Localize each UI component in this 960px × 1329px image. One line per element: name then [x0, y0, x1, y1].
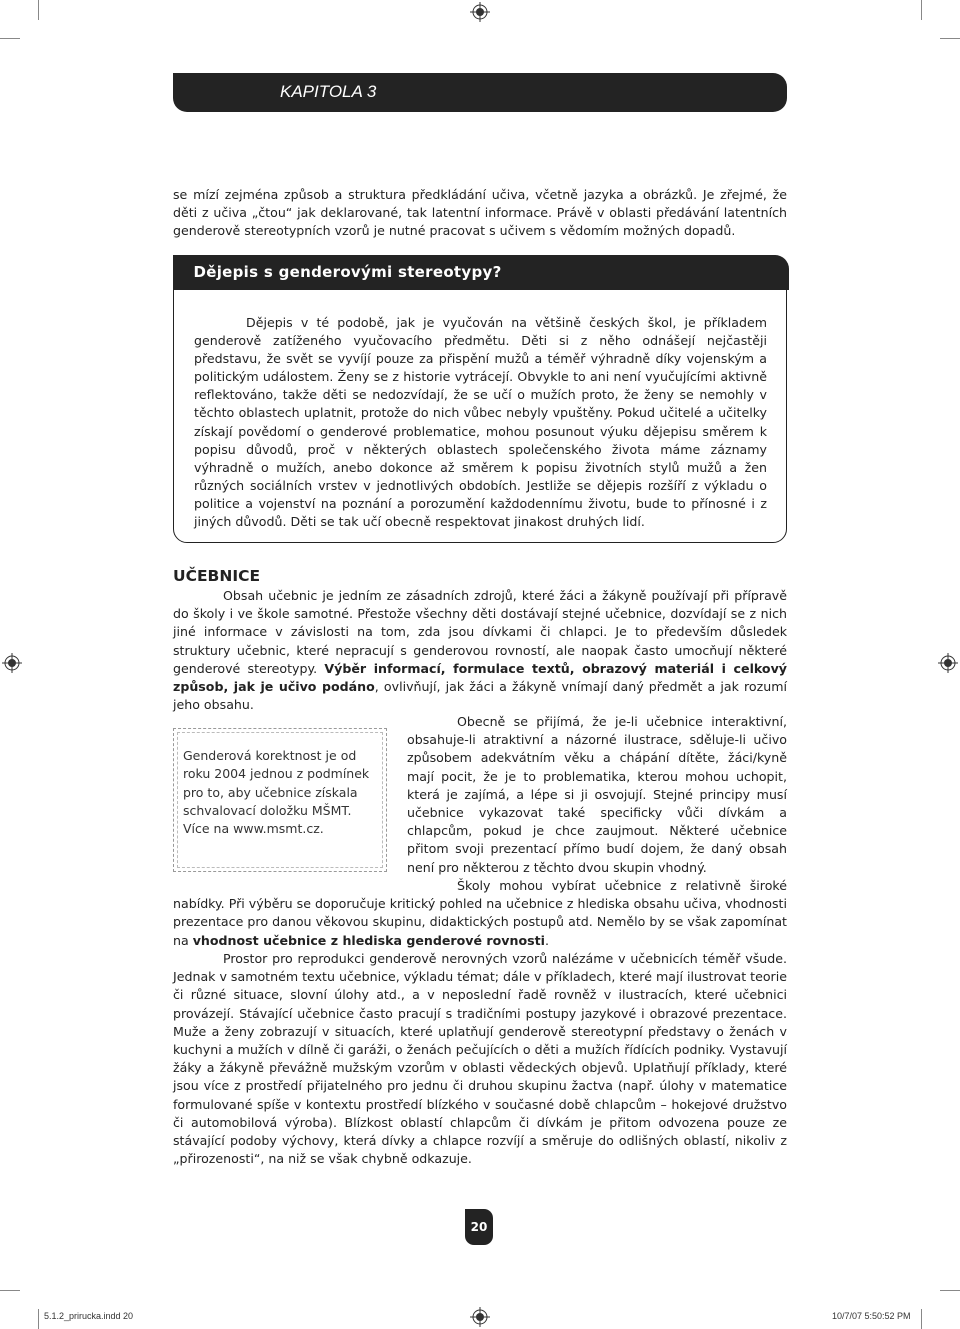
crop-mark — [0, 38, 20, 39]
sidebar-note-text: Genderová korektnost je od roku 2004 jednou z podmínek pro to, aby učebnice získala schvalovací doložku MŠMT. Více na www.msmt.cz. — [177, 732, 383, 868]
textbooks-paragraph-2: Obecně se přijímá, že je-li učebnice interaktivní, obsahuje-li atraktivní a názorné ilustrace, sděluje-li učivo způsobem adekvátním věku a chápání dítěte, žáci/kyně mají pocit, že je to problematika, kterou mohou uchopit, která je zajímá, a lépe si ji osvojují. Stejné principy musí učebnice vykazovat také specificky vůči dívkám a chlapcům, pokud je chce zaujmout. Některé učebnice přitom svoji prezentací přímo budí dojem, že daný obsah není pro některou z těchto dvou skupin vhodný. — [407, 714, 787, 875]
para1-bold: Výběr informací, formulace textů, obrazový materiál i celkový způsob, jak je učivo podáno — [173, 660, 787, 695]
para3-text: Školy mohou vybírat učebnice z relativně široké nabídky. Při výběru se doporučuje kritický pohled na učebnice z hlediska obsahu učiva, vhodnosti prezentace pro danou věkovou skupinu, didaktických postupů atd. Nemělo by se však zapomínat na — [173, 878, 787, 948]
registration-mark-icon — [938, 653, 958, 673]
section-title: UČEBNICE — [173, 567, 261, 585]
crop-mark — [921, 1309, 922, 1329]
registration-mark-icon — [470, 2, 490, 22]
box-title: Dějepis s genderovými stereotypy? — [193, 262, 502, 281]
sidebar-note — [173, 728, 387, 872]
page-number: 20 — [465, 1209, 493, 1245]
registration-mark-icon — [470, 1307, 490, 1327]
para1-text: Obsah učebnic je jedním ze zásadních zdrojů, které žáci a žákyně používají při přípravě do školy i ve škole samotné. Přestože všechny děti dostávají stejné učebnice, dozvídají se z nich jiné informace v závislosti na tom, zda jsou dívkami či chlapci. Je to především důsledek struktury učebnic, které nepracují s genderovou rovností, ale naopak často umocňují některé genderové stereotypy. — [173, 588, 787, 676]
box-text: Dějepis v té podobě, jak je vyučován na většině českých škol, je příkladem genderově zatíženého vyučovacího předmětu. Děti si z něho odnášejí nejčastěji představu, že svět se vyvíjí pouze za přispění mužů a téměř výhradně díky vojenským a politickým událostem. Ženy se z historie vytrácejí. Obvykle to ani není vyučujícími aktivně reflektováno, takže děti se nedozvídají, že se učí o mužích proto, že ženy se nemohly v těchto oblastech uplatnit, protože do nich vůbec nebyly vpuštěny. Pokud učitelé a učitelky získají povědomí o genderové problematice, mohou posunout výuku dějepisu směrem k popisu důvodů, proč v některých oblastech společenského života máme záznamy výhradně o mužích, anebo dokonce až směrem k popisu životních stylů mužů a žen různých sociálních vrstev v jednotlivých obdobích. Jestliže se dějepis rozšíří z výkladu o politice a vojenství na poznání a porozumění každodennímu životu, bude to přínosné i z jiných důvodů. Děti se tak učí obecně respektovat jinakost druhých lidí. — [194, 315, 767, 530]
chapter-title: KAPITOLA 3 — [280, 82, 377, 101]
textbooks-paragraph-3 — [173, 877, 787, 950]
textbooks-paragraph-4: Prostor pro reprodukci genderově nerovných vzorů nalézáme v učebnicích téměř všude. Jednak v samotném textu učebnice, výkladu témat; dále v příkladech, které mají ilustrovat teorie či různé situace, slovní úlohy atd., a v neposlední řadě rovněž v ilustracích, které učebnici provázejí. Stávající učebnice často pracují s tradičními postupy jazykové i obrazové prezentace. Muže a ženy zobrazují v situacích, které uplatňují genderově stereotypní představy o ženách v kuchyni a mužích v dílně či garáži, o ženách pečujících o děti a mužích řídících podniky. Vystavují žáky a žákyně převážně mužským vzorům v oblasti vědeckých objevů. Uplatňují příklady, které jsou více z prostředí přijatelného pro jednu či druhou skupinu žactva (např. úlohy v matematice formulované spíše v kontextu prostředí blízkého v současné době chlapcům – hokejové družstvo či automobilová výroba). Blízkost oblastí chlapcům či dívkám je přitom odvozena pouze ze stávající podoby výchovy, která dívky a chlapce rozvíjí a směruje do odlišných oblastí, nikoliv z „přirozenosti“, na niž se však chybně odkazuje. — [173, 951, 787, 1167]
textbooks-paragraph-1 — [173, 587, 787, 714]
para3-bold: vhodnost učebnice z hlediska genderové rovnosti — [192, 932, 545, 948]
intro-paragraph: se mízí zejména způsob a struktura předkládání učiva, včetně jazyka a obrázků. Je zřejmé, že děti z učiva „čtou“ jak deklarované, tak latentní informace. Právě v oblasti předávání latentních genderově stereotypních vzorů je nutné pracovat s učivem s vědomím možných dopadů. — [173, 187, 787, 239]
crop-mark — [940, 38, 960, 39]
crop-mark — [0, 1290, 20, 1291]
box-header — [173, 255, 789, 290]
crop-mark — [940, 1290, 960, 1291]
registration-mark-icon — [2, 653, 22, 673]
crop-mark — [38, 1309, 39, 1329]
crop-mark — [921, 0, 922, 20]
para1-text-end: , ovlivňují, jak žáci a žákyně vnímají daný předmět a jak rozumí jeho obsahu. — [173, 679, 787, 713]
history-box — [173, 255, 787, 543]
slug-file: 5.1.2_prirucka.indd 20 — [44, 1311, 134, 1321]
para3-text-end: . — [544, 932, 549, 948]
chapter-header — [173, 73, 787, 112]
slug-date: 10/7/07 5:50:52 PM — [832, 1311, 911, 1321]
crop-mark — [38, 0, 39, 20]
